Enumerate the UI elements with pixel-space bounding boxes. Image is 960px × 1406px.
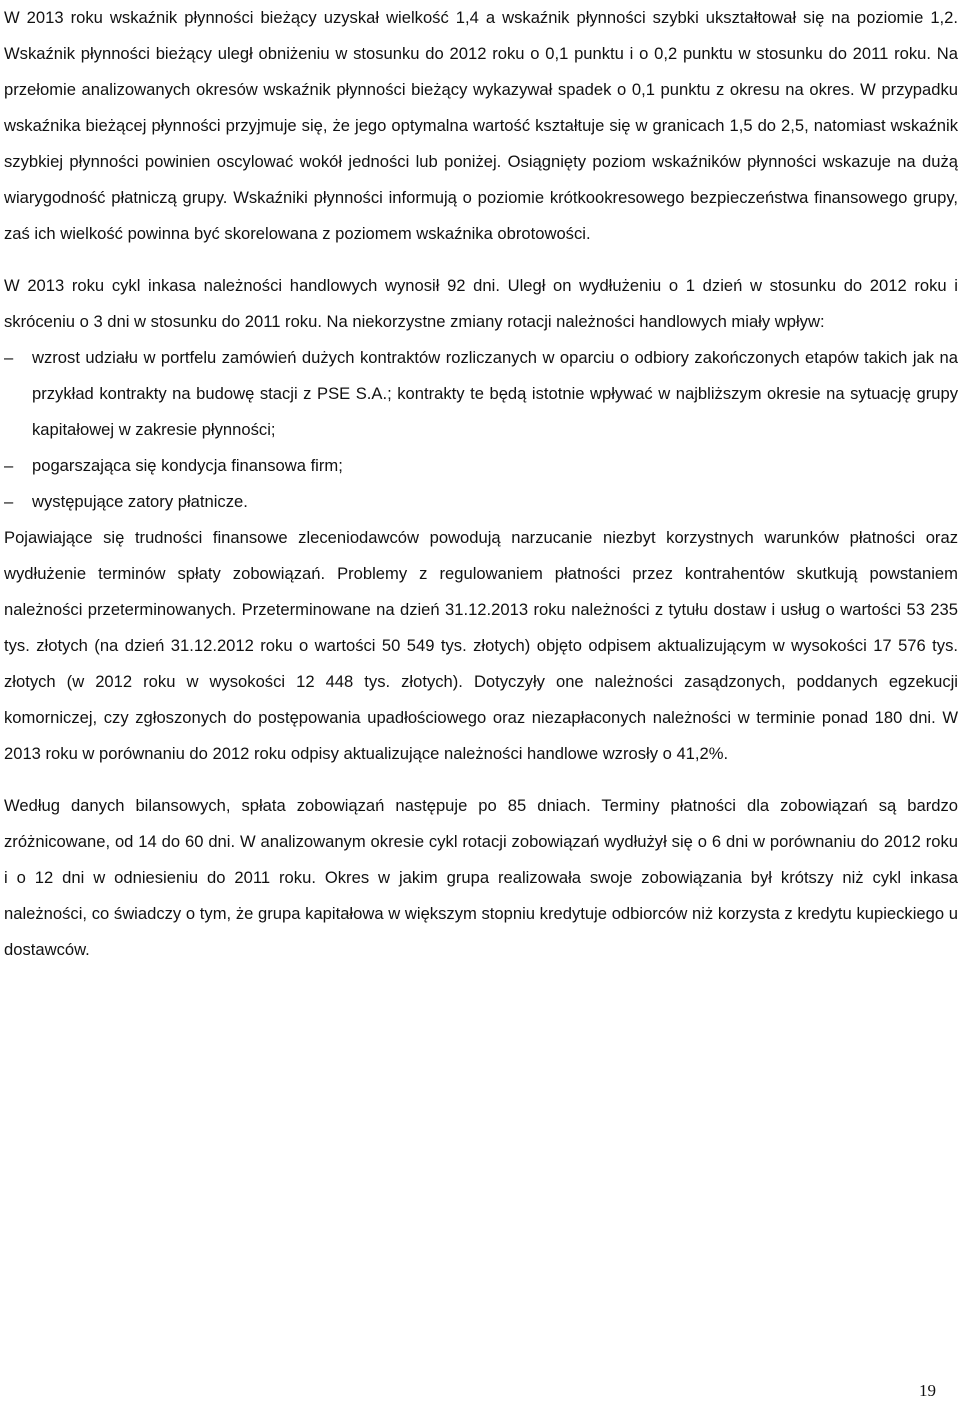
list-item <box>4 448 958 484</box>
paragraph-receivables-cycle: W 2013 roku cykl inkasa należności handlowych wynosił 92 dni. Uległ on wydłużeniu o 1 dzień w stosunku do 2012 roku i skróceniu o 3 dni w stosunku do 2011 roku. Na niekorzystne zmiany rotacji należności handlowych miały wpływ: <box>4 276 958 331</box>
list-item <box>4 340 958 448</box>
dash-bullet-icon: – <box>4 456 14 475</box>
list-item-text: wzrost udziału w portfelu zamówień dużych kontraktów rozliczanych w oparciu o odbiory zakończonych etapów takich jak na przykład kontrakty na budowę stacji z PSE S.A.; kontrakty te będą istotnie wpływać w najbliższym okresie na sytuację grupy kapitałowej w zakresie płynności; <box>32 348 958 439</box>
dash-bullet-icon: – <box>4 492 14 511</box>
page-number: 19 <box>919 1381 936 1400</box>
document-page <box>4 0 958 968</box>
list-item-text: pogarszająca się kondycja finansowa firm; <box>32 456 343 475</box>
paragraph-liabilities-cycle: Według danych bilansowych, spłata zobowiązań następuje po 85 dniach. Terminy płatności dla zobowiązań są bardzo zróżnicowane, od 14 do 60 dni. W analizowanym okresie cykl rotacji zobowiązań wydłużył się o 6 dni w porównaniu do 2012 roku i o 12 dni w odniesieniu do 2011 roku. Okres w jakim grupa realizowała swoje zobowiązania był krótszy niż cykl inkasa należności, co świadczy o tym, że grupa kapitałowa w większym stopniu kredytuje odbiorców niż korzysta z kredytu kupieckiego u dostawców. <box>4 796 958 959</box>
paragraph-spacer <box>4 772 958 788</box>
dash-bullet-icon: – <box>4 348 14 367</box>
receivables-factors-list <box>4 340 958 520</box>
paragraph-spacer <box>4 252 958 268</box>
list-item <box>4 484 958 520</box>
paragraph-liquidity-ratios: W 2013 roku wskaźnik płynności bieżący uzyskał wielkość 1,4 a wskaźnik płynności szybki ukształtował się na poziomie 1,2. Wskaźnik płynności bieżący uległ obniżeniu w stosunku do 2012 roku o 0,1 punktu i o 0,2 punktu w stosunku do 2011 roku. Na przełomie analizowanych okresów wskaźnik płynności bieżący wykazywał spadek o 0,1 punktu z okresu na okres. W przypadku wskaźnika bieżącej płynności przyjmuje się, że jego optymalna wartość kształtuje się w granicach 1,5 do 2,5, natomiast wskaźnik szybkiej płynności powinien oscylować wokół jedności lub poniżej. Osiągnięty poziom wskaźników płynności wskazuje na dużą wiarygodność płatniczą grupy. Wskaźniki płynności informują o poziomie krótkookresowego bezpieczeństwa finansowego grupy, zaś ich wielkość powinna być skorelowana z poziomem wskaźnika obrotowości. <box>4 8 958 243</box>
paragraph-overdue-receivables: Pojawiające się trudności finansowe zleceniodawców powodują narzucanie niezbyt korzystnych warunków płatności oraz wydłużenie terminów spłaty zobowiązań. Problemy z regulowaniem płatności przez kontrahentów skutkują powstaniem należności przeterminowanych. Przeterminowane na dzień 31.12.2013 roku należności z tytułu dostaw i usług o wartości 53 235 tys. złotych (na dzień 31.12.2012 roku o wartości 50 549 tys. złotych) objęto odpisem aktualizującym w wysokości 17 576 tys. złotych (w 2012 roku w wysokości 12 448 tys. złotych). Dotyczyły one należności zasądzonych, poddanych egzekucji komorniczej, czy zgłoszonych do postępowania upadłościowego oraz niezapłaconych należności w terminie ponad 180 dni. W 2013 roku w porównaniu do 2012 roku odpisy aktualizujące należności handlowe wzrosły o 41,2%. <box>4 528 958 763</box>
list-item-text: występujące zatory płatnicze. <box>32 492 248 511</box>
